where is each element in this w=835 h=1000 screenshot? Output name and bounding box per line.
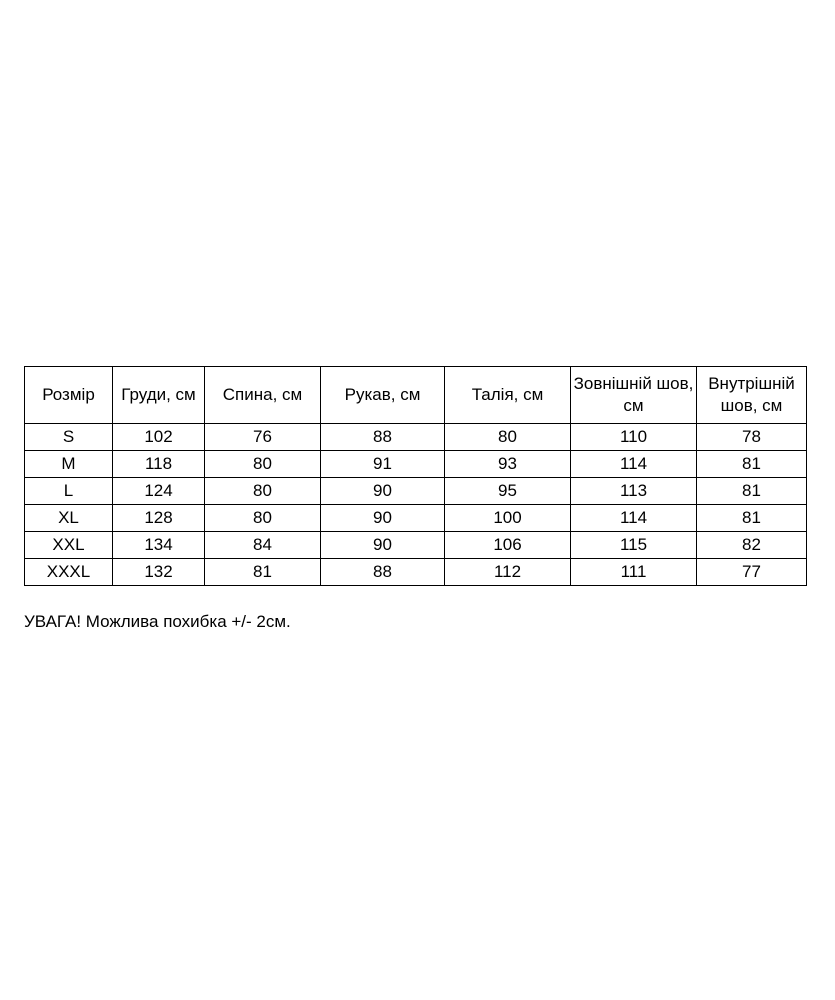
cell-sleeve: 90 bbox=[321, 478, 445, 505]
cell-waist: 95 bbox=[445, 478, 571, 505]
cell-chest: 128 bbox=[113, 505, 205, 532]
cell-inner-seam: 78 bbox=[697, 424, 807, 451]
cell-inner-seam: 81 bbox=[697, 451, 807, 478]
cell-size: M bbox=[25, 451, 113, 478]
cell-waist: 93 bbox=[445, 451, 571, 478]
cell-outer-seam: 113 bbox=[571, 478, 697, 505]
cell-chest: 102 bbox=[113, 424, 205, 451]
table-row bbox=[25, 451, 807, 478]
cell-outer-seam: 111 bbox=[571, 559, 697, 586]
cell-size: S bbox=[25, 424, 113, 451]
cell-back: 84 bbox=[205, 532, 321, 559]
cell-chest: 132 bbox=[113, 559, 205, 586]
cell-sleeve: 90 bbox=[321, 505, 445, 532]
header-chest: Груди, см bbox=[113, 367, 205, 424]
cell-waist: 80 bbox=[445, 424, 571, 451]
cell-inner-seam: 82 bbox=[697, 532, 807, 559]
header-outer-seam: Зовнішній шов, см bbox=[571, 367, 697, 424]
size-chart-table bbox=[24, 366, 807, 586]
cell-size: XXL bbox=[25, 532, 113, 559]
cell-sleeve: 90 bbox=[321, 532, 445, 559]
cell-chest: 134 bbox=[113, 532, 205, 559]
header-waist: Талія, см bbox=[445, 367, 571, 424]
cell-back: 76 bbox=[205, 424, 321, 451]
table-header-row bbox=[25, 367, 807, 424]
cell-inner-seam: 77 bbox=[697, 559, 807, 586]
header-back: Спина, см bbox=[205, 367, 321, 424]
cell-outer-seam: 114 bbox=[571, 505, 697, 532]
table-row bbox=[25, 532, 807, 559]
table-row bbox=[25, 505, 807, 532]
cell-outer-seam: 110 bbox=[571, 424, 697, 451]
table-row bbox=[25, 478, 807, 505]
cell-sleeve: 91 bbox=[321, 451, 445, 478]
cell-back: 80 bbox=[205, 478, 321, 505]
cell-size: L bbox=[25, 478, 113, 505]
cell-sleeve: 88 bbox=[321, 559, 445, 586]
cell-size: XXXL bbox=[25, 559, 113, 586]
cell-outer-seam: 115 bbox=[571, 532, 697, 559]
header-sleeve: Рукав, см bbox=[321, 367, 445, 424]
cell-waist: 106 bbox=[445, 532, 571, 559]
cell-chest: 118 bbox=[113, 451, 205, 478]
cell-waist: 100 bbox=[445, 505, 571, 532]
cell-inner-seam: 81 bbox=[697, 505, 807, 532]
table-row bbox=[25, 559, 807, 586]
cell-back: 80 bbox=[205, 451, 321, 478]
cell-chest: 124 bbox=[113, 478, 205, 505]
measurement-tolerance-note: УВАГА! Можлива похибка +/- 2см. bbox=[24, 612, 291, 631]
cell-size: XL bbox=[25, 505, 113, 532]
cell-outer-seam: 114 bbox=[571, 451, 697, 478]
cell-waist: 112 bbox=[445, 559, 571, 586]
cell-sleeve: 88 bbox=[321, 424, 445, 451]
header-inner-seam: Внутрішній шов, см bbox=[697, 367, 807, 424]
header-size: Розмір bbox=[25, 367, 113, 424]
table-row bbox=[25, 424, 807, 451]
cell-back: 81 bbox=[205, 559, 321, 586]
cell-inner-seam: 81 bbox=[697, 478, 807, 505]
cell-back: 80 bbox=[205, 505, 321, 532]
